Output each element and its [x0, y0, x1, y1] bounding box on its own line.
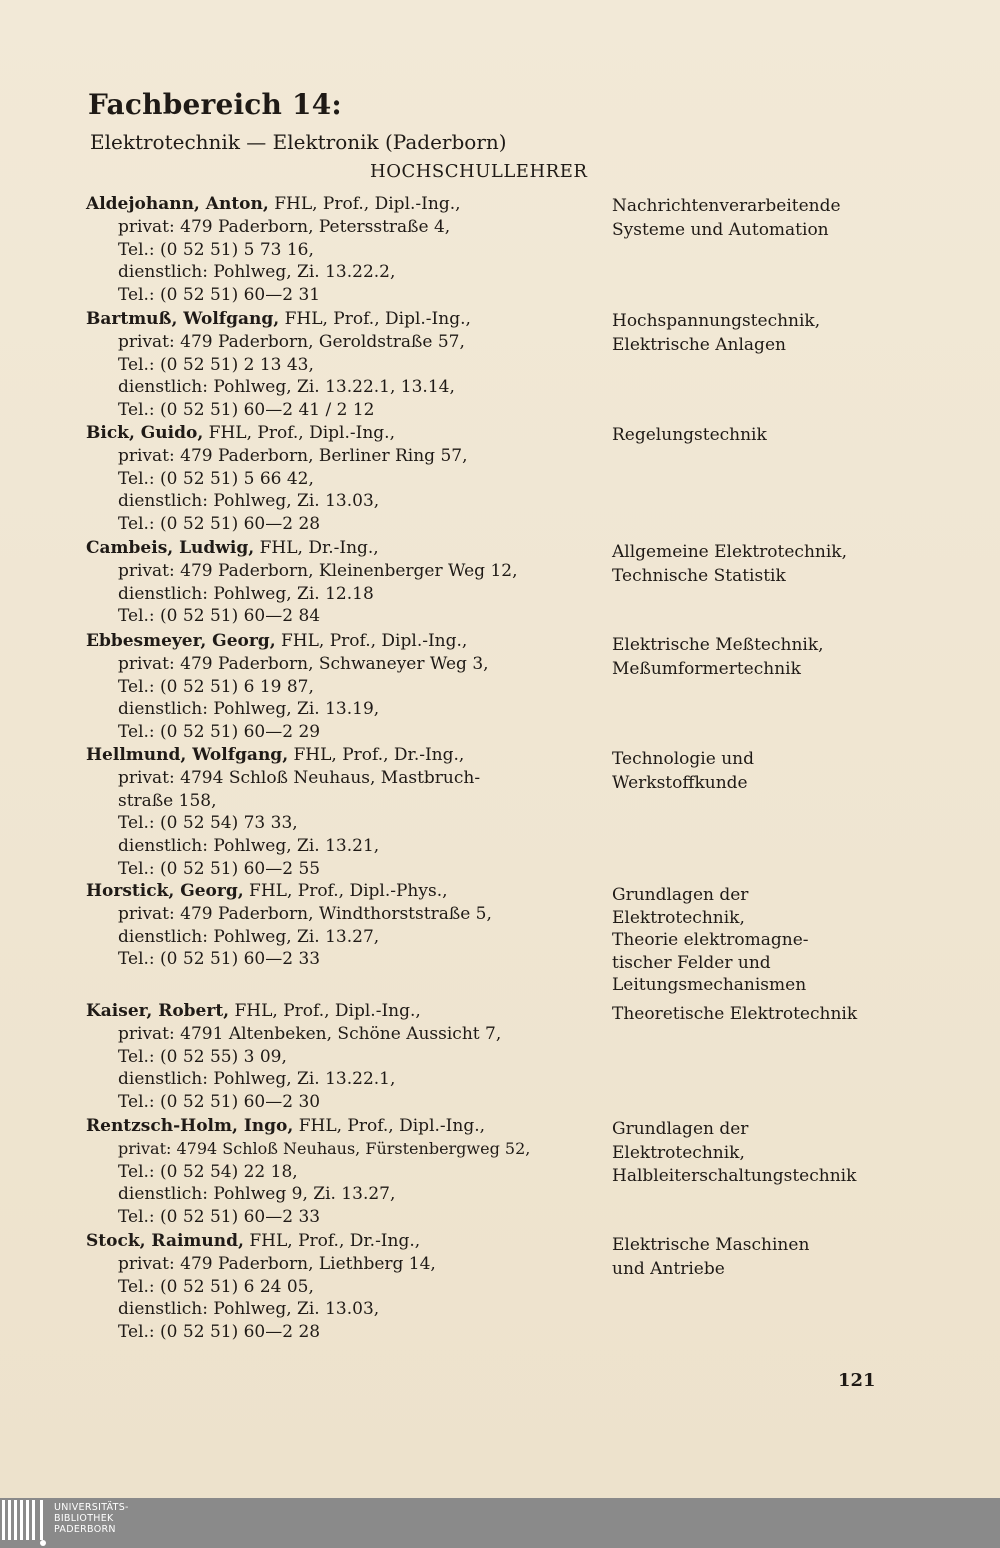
- subject-line: und Antriebe: [612, 1258, 725, 1279]
- entry-line: dienstlich: Pohlweg 9, Zi. 13.27,: [118, 1184, 396, 1205]
- subject-line: Elektrotechnik,: [612, 907, 745, 928]
- entry-title: FHL, Prof., Dr.-Ing.,: [288, 745, 465, 765]
- entry-line: dienstlich: Pohlweg, Zi. 13.19,: [118, 699, 380, 720]
- entry-line: Tel.: (0 52 51) 60—2 28: [118, 514, 321, 535]
- entry-line: Tel.: (0 52 51) 60—2 55: [118, 858, 321, 879]
- entry-name: Bartmuß, Wolfgang,: [86, 309, 280, 329]
- entry-line: privat: 479 Paderborn, Schwaneyer Weg 3,: [118, 653, 489, 674]
- entry-line: Tel.: (0 52 51) 60—2 33: [118, 1207, 321, 1228]
- subject-line: Grundlagen der: [612, 885, 749, 905]
- entry-line: privat: 4791 Altenbeken, Schöne Aussicht 7,: [118, 1023, 502, 1044]
- library-footer: [0, 1498, 1000, 1548]
- entry-line: Tel.: (0 52 51) 60—2 33: [118, 949, 321, 970]
- entry-title: FHL, Prof., Dipl.-Phys.,: [243, 881, 448, 901]
- entry-title: FHL, Prof., Dipl.-Ing.,: [293, 1116, 486, 1136]
- entry-line: privat: 4794 Schloß Neuhaus, Fürstenbergweg 52,: [118, 1138, 531, 1158]
- entry-name: Bick, Guido,: [86, 423, 204, 443]
- faculty-entry: [86, 744, 606, 881]
- entry-line: Tel.: (0 52 51) 6 19 87,: [118, 676, 314, 697]
- subject-line: Grundlagen der: [612, 1119, 749, 1139]
- entry-name: Horstick, Georg,: [86, 881, 244, 901]
- subject-area: [612, 748, 912, 795]
- entry-line: Tel.: (0 52 54) 22 18,: [118, 1161, 298, 1182]
- subject-line: Technologie und: [612, 749, 754, 769]
- subject-line: Nachrichtenverarbeitende: [612, 196, 841, 216]
- entry-line: privat: 479 Paderborn, Petersstraße 4,: [118, 216, 451, 237]
- entry-line: Tel.: (0 52 51) 60—2 28: [118, 1322, 321, 1343]
- faculty-entry: [86, 1000, 606, 1114]
- subject-line: Allgemeine Elektrotechnik,: [612, 542, 847, 562]
- subject-line: Werkstoffkunde: [612, 772, 748, 793]
- entry-name: Aldejohann, Anton,: [86, 194, 269, 214]
- subject-area: [612, 424, 912, 448]
- subject-line: Meßumformertechnik: [612, 658, 801, 679]
- subject-area: [612, 310, 912, 357]
- subject-line: Elektrotechnik,: [612, 1142, 745, 1163]
- subject-area: [612, 634, 912, 681]
- entry-line: Tel.: (0 52 51) 60—2 84: [118, 606, 321, 627]
- subject-line: tischer Felder und: [612, 952, 771, 973]
- library-name-line: BIBLIOTHEK: [54, 1513, 114, 1524]
- page-subtitle: Elektrotechnik — Elektronik (Paderborn): [90, 130, 507, 154]
- library-name: [54, 1502, 129, 1535]
- faculty-entry: [86, 630, 606, 744]
- subject-line: Elektrische Meßtechnik,: [612, 635, 824, 655]
- subject-area: [612, 1234, 912, 1281]
- entry-name: Hellmund, Wolfgang,: [86, 745, 289, 765]
- entry-name: Cambeis, Ludwig,: [86, 538, 255, 558]
- entry-title: FHL, Prof., Dr.-Ing.,: [243, 1231, 421, 1251]
- subject-line: Halbleiterschaltungstechnik: [612, 1166, 857, 1186]
- entry-line: Tel.: (0 52 51) 5 73 16,: [118, 239, 314, 260]
- faculty-entry: [86, 537, 606, 628]
- entry-line: dienstlich: Pohlweg, Zi. 13.27,: [118, 926, 380, 947]
- entry-title: FHL, Prof., Dipl.-Ing.,: [279, 309, 471, 329]
- library-name-line: PADERBORN: [54, 1524, 116, 1535]
- entry-line: privat: 4794 Schloß Neuhaus, Mastbruch-: [118, 767, 481, 788]
- subject-area: [612, 884, 912, 997]
- subject-line: Theorie elektromagne-: [612, 930, 809, 950]
- faculty-entry: [86, 193, 606, 307]
- section-heading: HOCHSCHULLEHRER: [370, 161, 588, 182]
- subject-line: Leitungsmechanismen: [612, 975, 807, 995]
- entry-name: Rentzsch-Holm, Ingo,: [86, 1116, 294, 1136]
- subject-area: [612, 1118, 912, 1189]
- entry-title: FHL, Prof., Dipl.-Ing.,: [268, 194, 461, 214]
- faculty-entry: [86, 422, 606, 536]
- entry-line: dienstlich: Pohlweg, Zi. 13.03,: [118, 491, 380, 512]
- subject-line: Elektrische Anlagen: [612, 334, 786, 355]
- subject-line: Technische Statistik: [612, 565, 786, 586]
- entry-line: straße 158,: [118, 790, 217, 811]
- page-number: 121: [838, 1370, 876, 1391]
- subject-line: Regelungstechnik: [612, 425, 767, 445]
- entry-line: dienstlich: Pohlweg, Zi. 13.22.1, 13.14,: [118, 377, 455, 398]
- subject-line: Elektrische Maschinen: [612, 1235, 810, 1255]
- entry-line: Tel.: (0 52 51) 60—2 30: [118, 1092, 321, 1113]
- entry-name: Stock, Raimund,: [86, 1231, 244, 1251]
- entry-line: privat: 479 Paderborn, Windthorststraße 5,: [118, 903, 492, 924]
- entry-line: dienstlich: Pohlweg, Zi. 13.03,: [118, 1299, 380, 1320]
- subject-area: [612, 195, 912, 242]
- library-name-line: UNIVERSITÄTS-: [54, 1502, 129, 1513]
- entry-line: Tel.: (0 52 51) 60—2 31: [118, 285, 321, 306]
- entry-line: dienstlich: Pohlweg, Zi. 13.22.1,: [118, 1069, 396, 1090]
- subject-area: [612, 1003, 912, 1027]
- faculty-entry: [86, 880, 606, 971]
- entry-line: Tel.: (0 52 55) 3 09,: [118, 1046, 287, 1067]
- entry-title: FHL, Prof., Dipl.-Ing.,: [275, 631, 468, 651]
- entry-line: Tel.: (0 52 51) 5 66 42,: [118, 468, 314, 489]
- entry-line: dienstlich: Pohlweg, Zi. 13.22.2,: [118, 262, 396, 283]
- page-title: Fachbereich 14:: [88, 88, 342, 121]
- entry-line: privat: 479 Paderborn, Kleinenberger Weg 12,: [118, 560, 518, 581]
- subject-line: Theoretische Elektrotechnik: [612, 1004, 858, 1024]
- entry-name: Kaiser, Robert,: [86, 1001, 230, 1021]
- faculty-entry: [86, 1230, 606, 1344]
- entry-line: dienstlich: Pohlweg, Zi. 13.21,: [118, 836, 380, 857]
- entry-line: privat: 479 Paderborn, Berliner Ring 57,: [118, 445, 468, 466]
- subject-line: Systeme und Automation: [612, 219, 829, 240]
- subject-area: [612, 541, 912, 588]
- entry-title: FHL, Dr.-Ing.,: [254, 538, 379, 558]
- entry-name: Ebbesmeyer, Georg,: [86, 631, 276, 651]
- entry-line: Tel.: (0 52 51) 60—2 29: [118, 722, 321, 743]
- entry-title: FHL, Prof., Dipl.-Ing.,: [229, 1001, 421, 1021]
- entry-line: dienstlich: Pohlweg, Zi. 12.18: [118, 583, 374, 604]
- subject-line: Hochspannungstechnik,: [612, 311, 821, 331]
- entry-line: Tel.: (0 52 51) 60—2 41 / 2 12: [118, 400, 375, 421]
- university-library-logo-icon: [2, 1500, 46, 1546]
- entry-line: privat: 479 Paderborn, Geroldstraße 57,: [118, 331, 465, 352]
- entry-line: Tel.: (0 52 51) 2 13 43,: [118, 354, 314, 375]
- entry-title: FHL, Prof., Dipl.-Ing.,: [203, 423, 395, 443]
- entry-line: Tel.: (0 52 51) 6 24 05,: [118, 1276, 314, 1297]
- faculty-entry: [86, 1115, 606, 1229]
- faculty-entry: [86, 308, 606, 422]
- entry-line: privat: 479 Paderborn, Liethberg 14,: [118, 1253, 436, 1274]
- entry-line: Tel.: (0 52 54) 73 33,: [118, 813, 298, 834]
